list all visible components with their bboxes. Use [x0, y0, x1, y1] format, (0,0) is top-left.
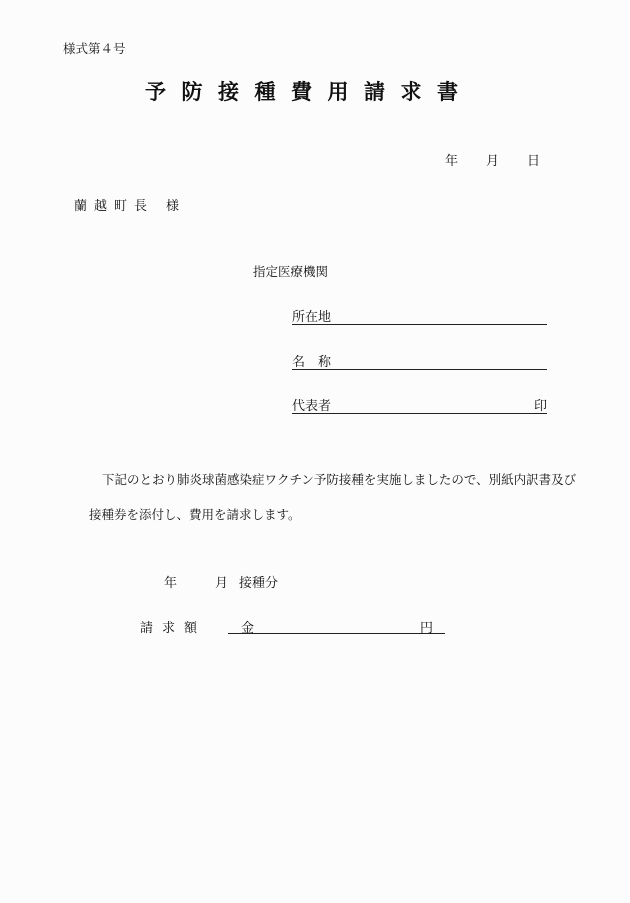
- amount-field[interactable]: [228, 614, 445, 634]
- date-day: 日: [527, 154, 541, 169]
- address-field[interactable]: [292, 304, 547, 325]
- addressee-name: 蘭越町長: [74, 199, 155, 214]
- addressee: [74, 195, 179, 214]
- amount-label: 請求額: [140, 621, 207, 636]
- representative-field[interactable]: [292, 393, 547, 414]
- seal-mark: 印: [533, 399, 547, 414]
- amount-unit: 円: [419, 621, 433, 636]
- amount-prefix: 金: [241, 621, 255, 636]
- name-field[interactable]: [292, 349, 547, 370]
- body-text-line-1: 下記のとおり肺炎球菌感染症ワクチン予防接種を実施しましたので、別紙内訳書及び: [102, 472, 577, 487]
- institution-heading: 指定医療機関: [253, 264, 329, 279]
- vaccination-period: [164, 572, 278, 591]
- representative-label: 代表者: [292, 399, 332, 414]
- address-label: 所在地: [292, 310, 332, 325]
- period-suffix: 接種分: [239, 576, 279, 591]
- period-month: 月: [215, 576, 229, 591]
- document-title: 予防接種費用請求書: [145, 80, 474, 104]
- date-line: [445, 150, 540, 169]
- date-year: 年: [445, 154, 459, 169]
- body-text-line-2: 接種券を添付し、費用を請求します。: [89, 507, 301, 522]
- name-label: 名称: [292, 355, 345, 370]
- date-month: 月: [486, 154, 500, 169]
- form-number: 様式第４号: [63, 41, 126, 56]
- period-year: 年: [164, 576, 178, 591]
- addressee-honorific: 様: [166, 199, 180, 214]
